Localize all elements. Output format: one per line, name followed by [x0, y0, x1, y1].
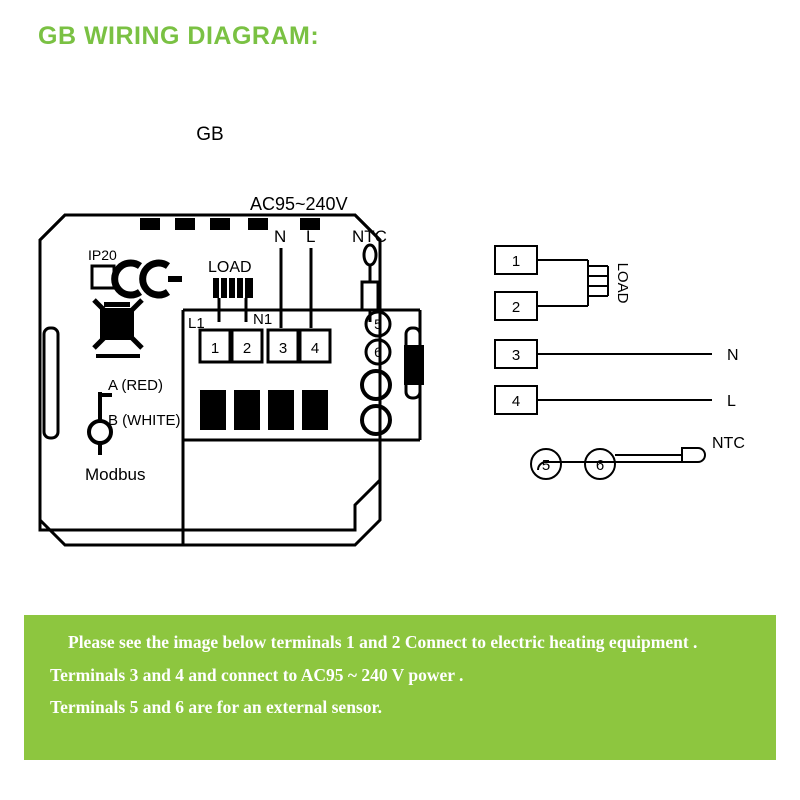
schematic-l-label: L: [727, 393, 736, 410]
device-label: GB: [196, 124, 224, 145]
terminal-boxes: [200, 330, 330, 362]
svg-text:5: 5: [541, 457, 551, 474]
top-notches: [140, 218, 320, 230]
ntc-label: NTC: [352, 227, 387, 246]
lower-terminal-screws: [362, 371, 390, 434]
n1-label: N1: [253, 311, 273, 328]
weee-bin-icon: [94, 300, 142, 356]
n-wire-label: N: [274, 227, 287, 246]
modbus-connector-icon: [89, 392, 112, 455]
load-connector-icon: [213, 278, 253, 322]
modbus-b-label: B (WHITE): [108, 412, 181, 429]
diagram-area: [0, 70, 800, 590]
svg-text:5: 5: [374, 316, 382, 332]
lower-terminal-block: [200, 390, 328, 430]
l1-label: L1: [188, 315, 205, 332]
schematic-load-label: LOAD: [614, 262, 631, 304]
schematic-n-label: N: [727, 347, 739, 364]
ntc-probe-icon: [362, 245, 378, 322]
modbus-a-label: A (RED): [108, 377, 164, 394]
l-wire-label: L: [306, 227, 316, 246]
svg-text:2: 2: [242, 340, 252, 357]
svg-text:6: 6: [595, 457, 605, 474]
schematic: [495, 246, 745, 479]
notes-panel: [24, 615, 776, 760]
schematic-load-coil: [588, 260, 608, 306]
ip-rating-box: [92, 266, 114, 288]
svg-text:4: 4: [511, 393, 521, 410]
load-label: LOAD: [208, 259, 252, 276]
svg-text:4: 4: [310, 340, 320, 357]
voltage-label: AC95~240V: [250, 194, 348, 214]
svg-text:2: 2: [511, 299, 521, 316]
page-title: GB WIRING DIAGRAM:: [38, 22, 320, 50]
schematic-ntc-label: NTC: [712, 435, 745, 452]
svg-text:1: 1: [511, 253, 521, 270]
svg-text:3: 3: [278, 340, 288, 357]
note-line-2: Terminals 3 and 4 and connect to AC95 ~ 240 V power .: [50, 664, 464, 685]
modbus-label: Modbus: [85, 465, 146, 484]
ce-mark-icon: [115, 263, 182, 295]
svg-text:1: 1: [210, 340, 220, 357]
schematic-sensor: [531, 448, 705, 479]
note-line-3: Terminals 5 and 6 are for an external sensor.: [50, 697, 383, 718]
svg-text:6: 6: [374, 344, 382, 360]
svg-text:3: 3: [511, 347, 521, 364]
note-line-1: Please see the image below terminals 1 and 2 Connect to electric heating equipment .: [68, 632, 698, 652]
diagram-svg: [0, 70, 800, 590]
ip-rating-label: IP20: [88, 247, 117, 263]
